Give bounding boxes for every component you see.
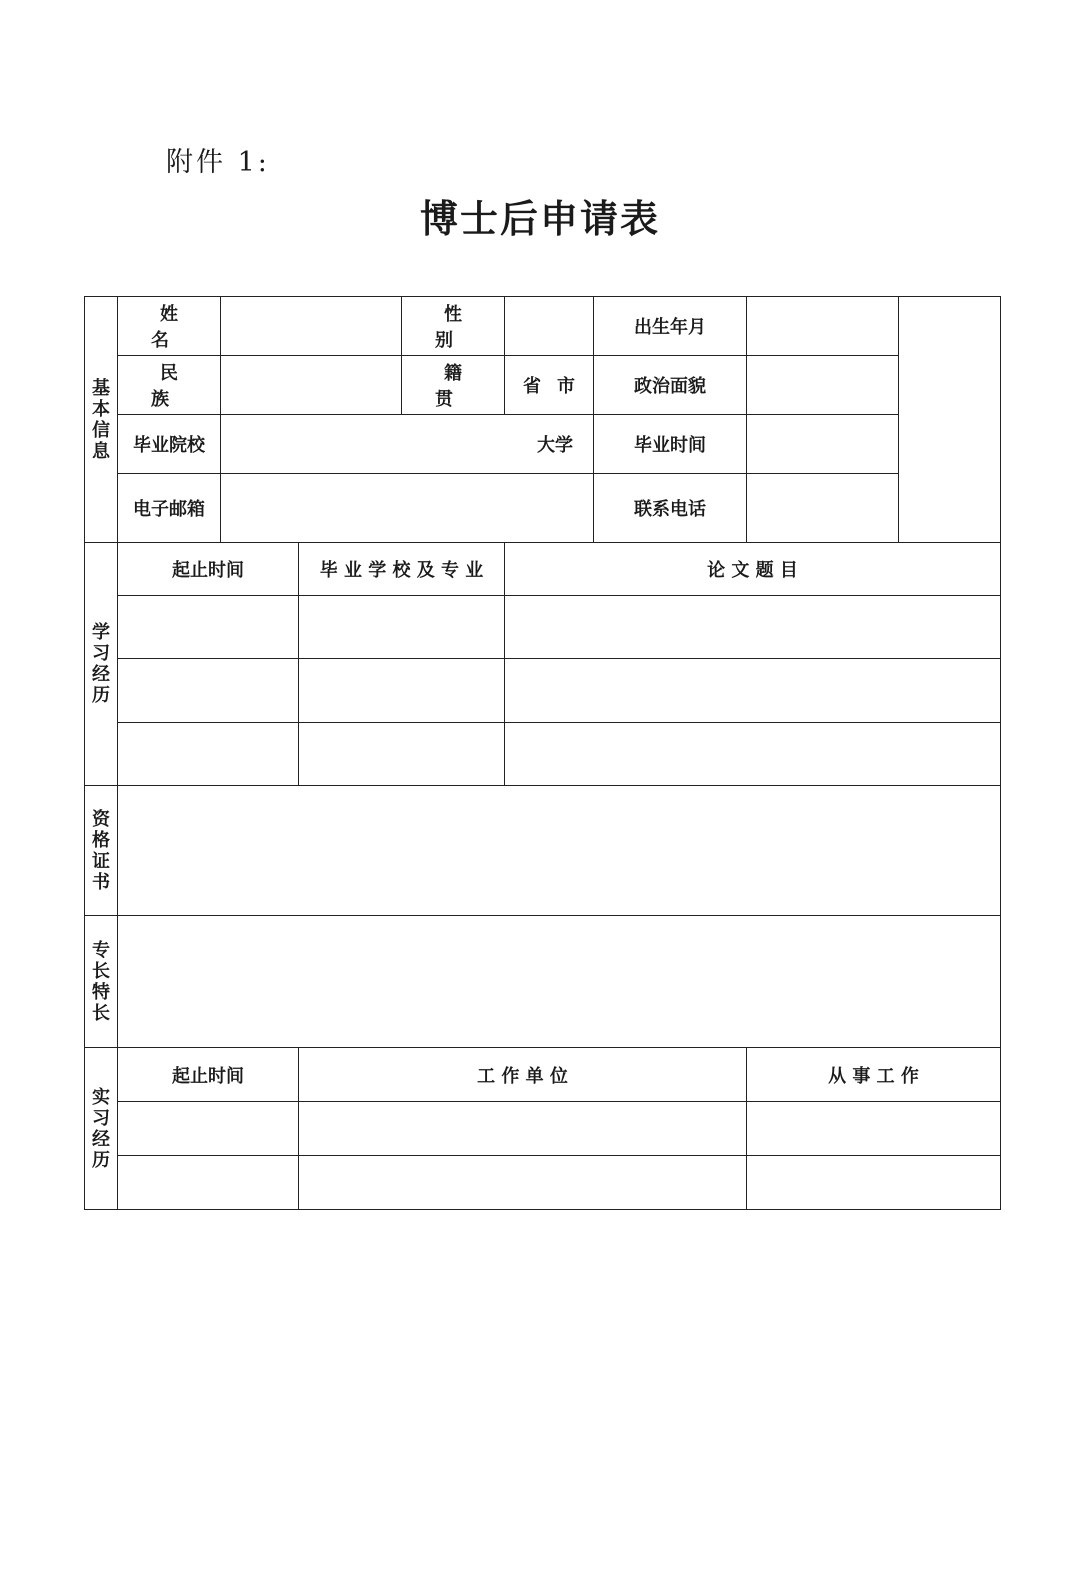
certificates-field[interactable] [118, 786, 1001, 916]
name-field[interactable] [221, 297, 402, 356]
specialties-field[interactable] [118, 916, 1001, 1048]
edu-time-cell[interactable] [118, 723, 299, 786]
name-label: 姓 名 [118, 297, 221, 356]
political-field[interactable] [747, 356, 899, 415]
phone-label: 联系电话 [594, 474, 747, 543]
basic-info-section-label: 基 本 信 息 [85, 297, 118, 543]
native-place-label: 籍 贯 [402, 356, 505, 415]
birth-field[interactable] [747, 297, 899, 356]
school-field[interactable] [221, 415, 594, 474]
intern-time-cell[interactable] [118, 1156, 299, 1210]
birth-label: 出生年月 [594, 297, 747, 356]
intern-unit-cell[interactable] [299, 1156, 747, 1210]
certificates-section-label: 资 格 证 书 [85, 786, 118, 916]
university-suffix: 大学 [537, 435, 573, 456]
phone-field[interactable] [747, 474, 899, 543]
edu-thesis-cell[interactable] [505, 659, 1001, 723]
intern-unit-cell[interactable] [299, 1102, 747, 1156]
edu-school-cell[interactable] [299, 596, 505, 659]
email-label: 电子邮箱 [118, 474, 221, 543]
gender-label: 性 别 [402, 297, 505, 356]
school-label: 毕业院校 [118, 415, 221, 474]
intern-col-unit: 工 作 单 位 [299, 1048, 747, 1102]
edu-col-thesis: 论 文 题 目 [505, 543, 1001, 596]
grad-time-label: 毕业时间 [594, 415, 747, 474]
edu-thesis-cell[interactable] [505, 596, 1001, 659]
attachment-label: 附件 1: [166, 147, 270, 178]
intern-col-time: 起止时间 [118, 1048, 299, 1102]
photo-area[interactable] [899, 297, 1001, 543]
edu-col-school: 毕 业 学 校 及 专 业 [299, 543, 505, 596]
edu-time-cell[interactable] [118, 596, 299, 659]
ethnicity-label: 民 族 [118, 356, 221, 415]
native-place-field[interactable] [505, 356, 594, 415]
intern-work-cell[interactable] [747, 1156, 1001, 1210]
specialties-section-label: 专 长 特 长 [85, 916, 118, 1048]
edu-col-time: 起止时间 [118, 543, 299, 596]
edu-school-cell[interactable] [299, 659, 505, 723]
ethnicity-field[interactable] [221, 356, 402, 415]
gender-field[interactable] [505, 297, 594, 356]
intern-col-work: 从 事 工 作 [747, 1048, 1001, 1102]
intern-work-cell[interactable] [747, 1102, 1001, 1156]
city-label: 市 [557, 376, 575, 397]
province-label: 省 [523, 376, 541, 397]
application-form [84, 296, 1001, 1210]
edu-time-cell[interactable] [118, 659, 299, 723]
education-section-label: 学 习 经 历 [85, 543, 118, 786]
grad-time-field[interactable] [747, 415, 899, 474]
internship-section-label: 实 习 经 历 [85, 1048, 118, 1210]
form-title: 博士后申请表 [419, 197, 660, 241]
political-label: 政治面貌 [594, 356, 747, 415]
intern-time-cell[interactable] [118, 1102, 299, 1156]
email-field[interactable] [221, 474, 594, 543]
edu-school-cell[interactable] [299, 723, 505, 786]
edu-thesis-cell[interactable] [505, 723, 1001, 786]
